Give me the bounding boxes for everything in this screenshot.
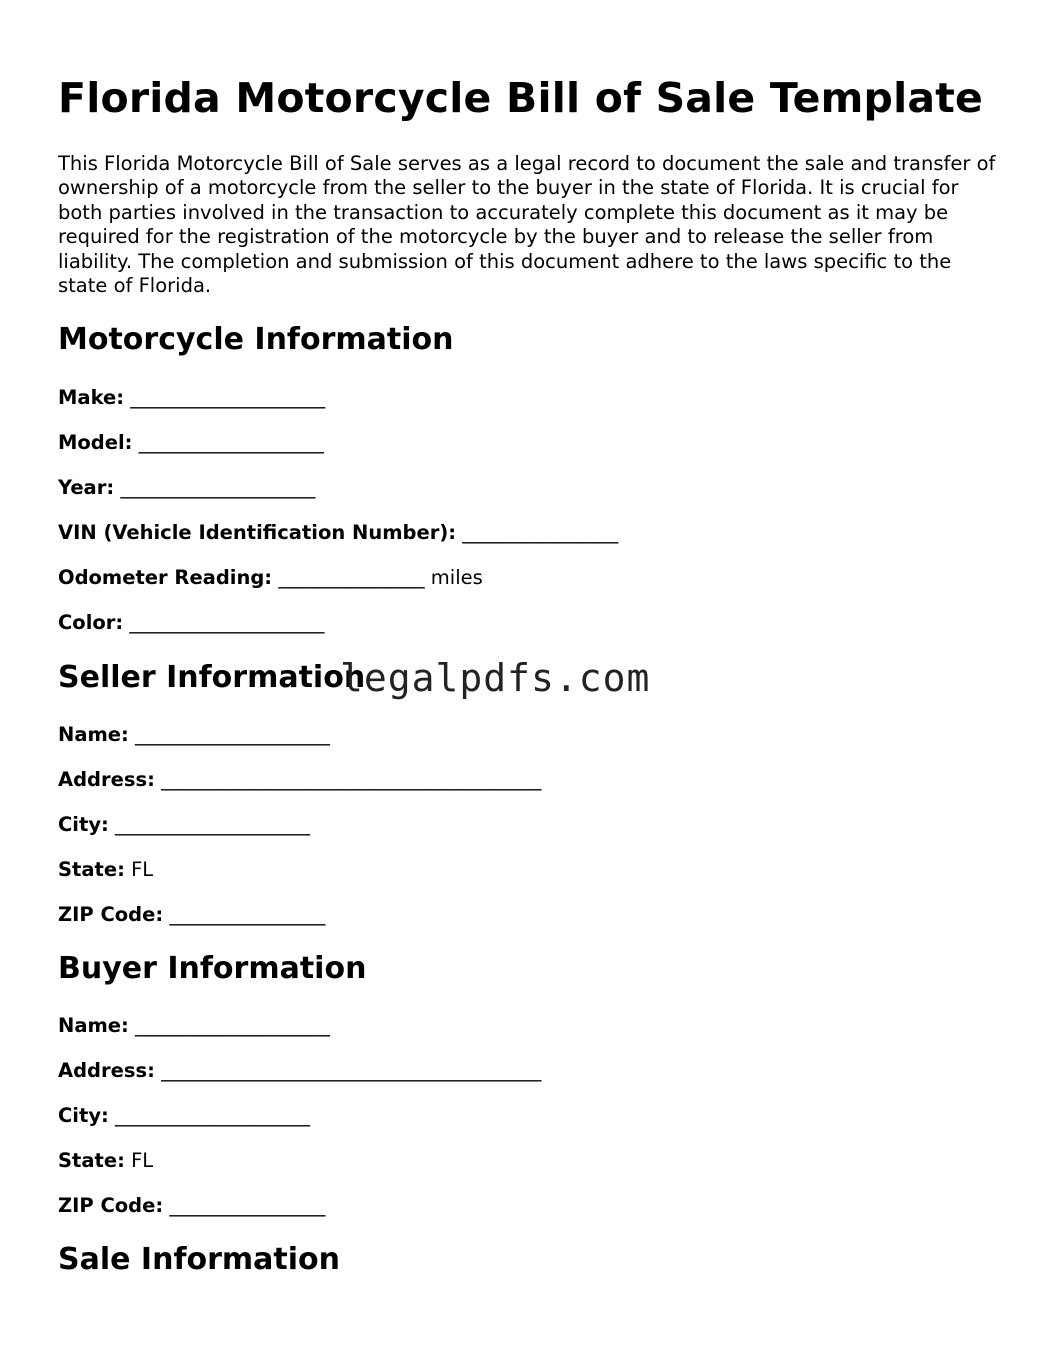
model-field bbox=[58, 431, 324, 455]
seller-zip-field bbox=[58, 903, 325, 927]
watermark: legalpdfs.com bbox=[340, 656, 651, 700]
buyer-city-field bbox=[58, 1104, 310, 1128]
seller-name-label: Name: bbox=[58, 723, 129, 746]
intro-paragraph: This Florida Motorcycle Bill of Sale serves as a legal record to document the sale and transfer of ownership of a motorcycle from the seller to the buyer in the state of Florida. It is crucial for both parties involved in the transaction to accurately complete this document as it may be required for the registration of the motorcycle by the buyer and to release the seller from liability. The completion and submission of this document adhere to the laws specific to the state of Florida. bbox=[58, 152, 996, 298]
seller-zip-blank[interactable]: ________________ bbox=[169, 903, 326, 926]
seller-city-field bbox=[58, 813, 310, 837]
buyer-state-label: State: bbox=[58, 1149, 125, 1172]
seller-name-blank[interactable]: ____________________ bbox=[135, 723, 331, 746]
seller-state-value: FL bbox=[131, 858, 154, 881]
seller-state-label: State: bbox=[58, 858, 125, 881]
buyer-address-field bbox=[58, 1059, 541, 1083]
buyer-state-field bbox=[58, 1149, 153, 1173]
seller-city-label: City: bbox=[58, 813, 109, 836]
seller-heading: Seller Information bbox=[58, 660, 366, 695]
odometer-field bbox=[58, 566, 483, 590]
color-label: Color: bbox=[58, 611, 124, 634]
color-blank[interactable]: ____________________ bbox=[129, 611, 325, 634]
model-label: Model: bbox=[58, 431, 133, 454]
make-field bbox=[58, 386, 325, 410]
buyer-address-blank[interactable]: _______________________________________ bbox=[161, 1059, 542, 1082]
seller-address-label: Address: bbox=[58, 768, 155, 791]
sale-heading: Sale Information bbox=[58, 1242, 340, 1277]
vin-blank[interactable]: ________________ bbox=[462, 521, 619, 544]
buyer-zip-label: ZIP Code: bbox=[58, 1194, 164, 1217]
buyer-city-label: City: bbox=[58, 1104, 109, 1127]
buyer-zip-blank[interactable]: ________________ bbox=[169, 1194, 326, 1217]
make-blank[interactable]: ____________________ bbox=[130, 386, 326, 409]
year-label: Year: bbox=[58, 476, 115, 499]
buyer-state-value: FL bbox=[131, 1149, 154, 1172]
buyer-heading: Buyer Information bbox=[58, 951, 367, 986]
year-field bbox=[58, 476, 315, 500]
odometer-label: Odometer Reading: bbox=[58, 566, 273, 589]
seller-address-blank[interactable]: _______________________________________ bbox=[161, 768, 542, 791]
model-blank[interactable]: ___________________ bbox=[138, 431, 324, 454]
color-field bbox=[58, 611, 324, 635]
seller-state-field bbox=[58, 858, 153, 882]
motorcycle-heading: Motorcycle Information bbox=[58, 322, 454, 357]
buyer-address-label: Address: bbox=[58, 1059, 155, 1082]
odometer-unit: miles bbox=[430, 566, 483, 589]
odometer-blank[interactable]: _______________ bbox=[278, 566, 425, 589]
buyer-name-field bbox=[58, 1014, 330, 1038]
buyer-city-blank[interactable]: ____________________ bbox=[115, 1104, 311, 1127]
year-blank[interactable]: ____________________ bbox=[120, 476, 316, 499]
seller-address-field bbox=[58, 768, 541, 792]
vin-field bbox=[58, 521, 618, 545]
seller-name-field bbox=[58, 723, 330, 747]
page-title: Florida Motorcycle Bill of Sale Template bbox=[58, 74, 984, 122]
seller-city-blank[interactable]: ____________________ bbox=[115, 813, 311, 836]
buyer-name-label: Name: bbox=[58, 1014, 129, 1037]
seller-zip-label: ZIP Code: bbox=[58, 903, 164, 926]
buyer-name-blank[interactable]: ____________________ bbox=[135, 1014, 331, 1037]
vin-label: VIN (Vehicle Identification Number): bbox=[58, 521, 457, 544]
buyer-zip-field bbox=[58, 1194, 325, 1218]
make-label: Make: bbox=[58, 386, 125, 409]
